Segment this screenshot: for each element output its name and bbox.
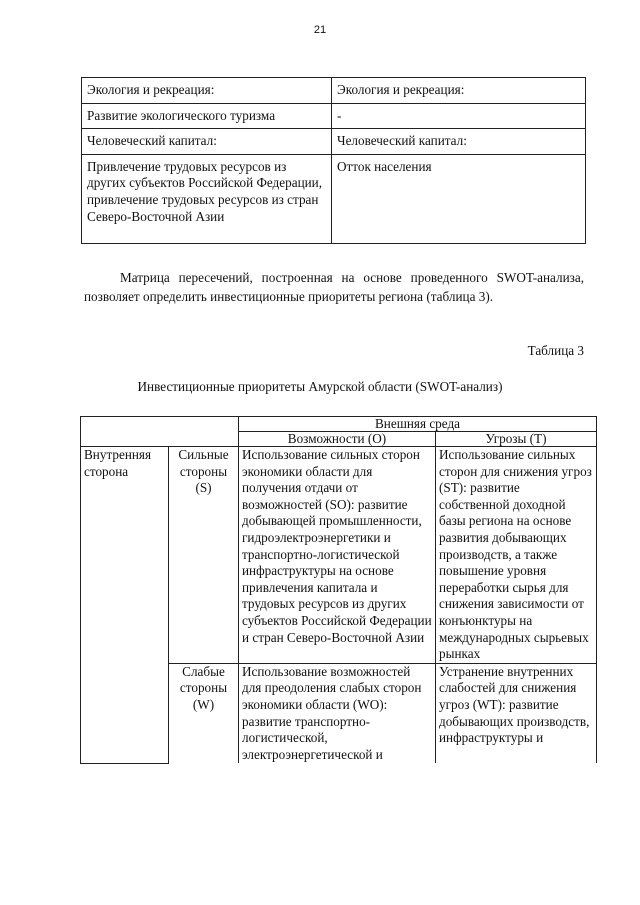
so-cell: Использование сильных сторон экономики области для получения отдачи от возможностей (SO): развитие добывающей промышленности, гидроэлектроэнергетики и транспортно-логистической инфраструктуры на основе привлечения капитала и трудовых ресурсов из других субъектов Российской Федерации и стран Северо-Восточной Азии bbox=[239, 447, 436, 664]
internal-label: Внутренняя сторона bbox=[81, 447, 169, 764]
header-opportunities: Возможности (О) bbox=[239, 432, 436, 447]
table-cell: - bbox=[332, 103, 586, 129]
resources-table bbox=[81, 77, 586, 244]
strengths-label: Сильные стороны (S) bbox=[169, 447, 239, 664]
empty-corner-cell bbox=[81, 417, 239, 447]
weaknesses-label: Слабые стороны (W) bbox=[169, 663, 239, 763]
table-cell: Экология и рекреация: bbox=[332, 78, 586, 104]
table-cell: Привлечение трудовых ресурсов из других субъектов Российской Федерации, привлечение трудовых ресурсов из стран Северо-Восточной Азии bbox=[82, 154, 332, 243]
swot-table bbox=[80, 416, 597, 764]
st-cell: Использование сильных сторон для снижения угроз (ST): развитие собственной доходной базы региона на основе развития добывающих производств, а также повышение уровня переработки сырья для снижения зависимости от конъюнктуры на международных сырьевых рынках bbox=[436, 447, 597, 664]
table-title: Инвестиционные приоритеты Амурской области (SWOT-анализ) bbox=[137, 379, 503, 394]
header-threats: Угрозы (Т) bbox=[436, 432, 597, 447]
page-number: 21 bbox=[313, 24, 327, 36]
table-cell: Отток населения bbox=[332, 154, 586, 243]
table-cell: Человеческий капитал: bbox=[82, 129, 332, 155]
header-external: Внешняя среда bbox=[239, 417, 597, 432]
table-row bbox=[82, 103, 586, 129]
wo-cell: Использование возможностей для преодоления слабых сторон экономики области (WO): развитие транспортно-логистической, электроэнергетической и bbox=[239, 663, 436, 763]
table-row bbox=[81, 447, 597, 664]
body-paragraph: Матрица пересечений, построенная на основе проведенного SWOT-анализа, позволяет определить инвестиционные приоритеты региона (таблица 3). bbox=[84, 270, 584, 304]
table-row bbox=[82, 154, 586, 243]
table-row bbox=[82, 129, 586, 155]
table-label: Таблица 3 bbox=[527, 343, 584, 358]
table-cell: Человеческий капитал: bbox=[332, 129, 586, 155]
table-cell: Экология и рекреация: bbox=[82, 78, 332, 104]
table-row bbox=[82, 78, 586, 104]
wt-cell: Устранение внутренних слабостей для снижения угроз (WT): развитие добывающих производств, инфраструктуры и bbox=[436, 663, 597, 763]
table-cell: Развитие экологического туризма bbox=[82, 103, 332, 129]
table-row bbox=[81, 417, 597, 432]
